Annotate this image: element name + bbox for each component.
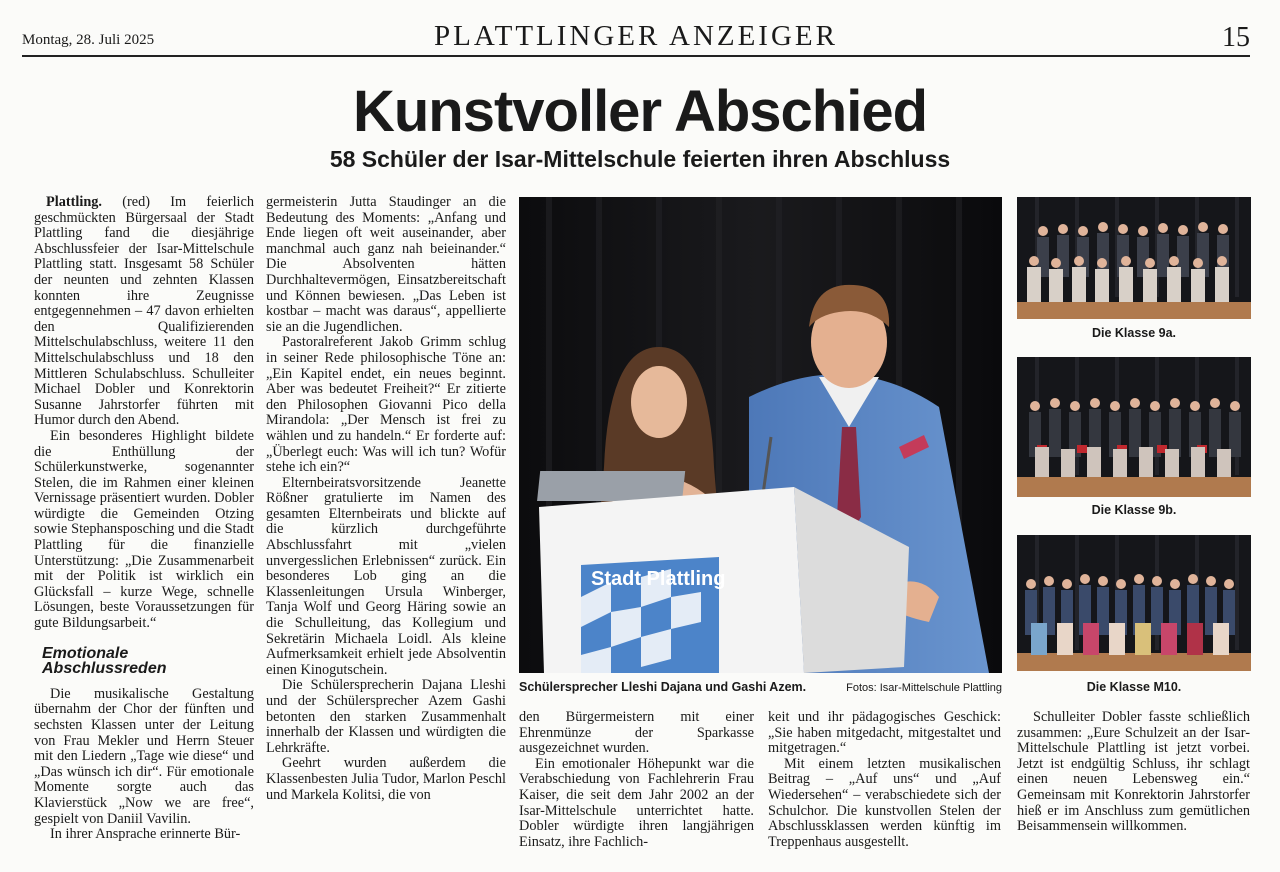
article-column-1 (34, 195, 254, 843)
dateline: Plattling. (46, 194, 102, 210)
article-column-2 (266, 195, 506, 803)
lectern-text: Stadt Plattling (591, 568, 726, 590)
paragraph: Die Schülersprecherin Dajana Lleshi und der Schülersprecher Azem Gashi betonten den starken Zusammenhalt innerhalb der Klassen und würdigten die Lehrkräfte. (266, 677, 506, 756)
class-photo-caption: Die Klasse 9a. (1091, 326, 1177, 340)
class-group-illustration (1017, 197, 1251, 319)
header-rule (22, 55, 1250, 57)
main-photo-caption: Schülersprecher Lleshi Dajana und Gashi Azem. (519, 680, 807, 694)
article-column-4 (768, 710, 1001, 850)
class-group-illustration (1017, 535, 1251, 671)
article-column-5 (1017, 710, 1250, 835)
main-photo (519, 197, 1002, 673)
paragraph: Elternbeiratsvorsitzende Jeanette Rößner gratulierte im Namen des gesamten Elternbeirats und blickte auf die kürzlich durchgeführte Abschlussfahrt mit „vielen unvergesslichen Erlebnissen“ zurück. Ein besonderes Lob ging an die Klassenleitungen Ursula Winberger, Tanja Wolf und Georg Häring sowie an die Schulleitung, das Kollegium und Sekretärin Michaela Loidl. Als kleine Aufmerksamkeit erhielt jede Absolventin einen Kinogutschein. (266, 474, 506, 678)
newspaper-name: PLATTLINGER ANZEIGER (434, 20, 838, 52)
class-photo-m10 (1017, 535, 1251, 671)
paragraph: Geehrt wurden außerdem die Klassenbesten Julia Tudor, Marlon Peschl und Markela Kolitsi, die von (266, 755, 506, 803)
class-photo-caption: Die Klasse M10. (1086, 680, 1182, 694)
section-subtitle: Emotionale Abschlussreden (42, 644, 167, 678)
paragraph-text: (red) Im feierlich geschmückten Bürgersaal der Stadt Plattling fand die diesjährige Abschlussfeier der Isar-Mittelschule Plattling statt. Insgesamt 58 Schüler der neunten und zehnten Klassen konnten ihre Zeugnisse entgegennehmen – 47 davon erhielten den Qualifizierenden Mittelschulabschluss, weitere 11 den Mittelschulabschluss und 18 den Mittleren Schulabschluss. Schulleiter Michael Dobler und Konrektorin Susanne Jahrstorfer führten mit Humor durch den Abend. (34, 194, 255, 429)
paragraph: Schulleiter Dobler fasste schließlich zusammen: „Eure Schulzeit an der Isar-Mittelschule Plattling ist jetzt vorbei. Jetzt ist endgültig Schluss, ihr schlagt einen neuen Lebensweg ein.“ Gemeinsam mit Konrektorin Jahrstorfer hieß er im Anschluss zum gemütlichen Beisammensein willkommen. (1017, 709, 1250, 835)
stage-speakers-illustration (519, 197, 1002, 673)
subheadline: 58 Schüler der Isar-Mittelschule feierten ihren Abschluss (329, 146, 951, 172)
paragraph: keit und ihr pädagogisches Geschick: „Sie haben mitgedacht, mitgestaltet und mitgetragen.“ (768, 709, 1001, 757)
class-photo-caption: Die Klasse 9b. (1091, 503, 1177, 517)
paragraph: Ein besonderes Highlight bildete die Enthüllung der Schülerkunstwerke, sogenannter Stelen, die im Rahmen einer kleinen Vernissage präsentiert wurden. Dobler würdigte die Gemeinden Otzing sowie Stephansposching und die Stadt Plattling für die finanzielle Unterstützung: „Die Zusammenarbeit mit der Politik ist wirklich ein Glücksfall – kurze Wege, schnelle Lösungen, beste Voraussetzungen für gute Bildungsarbeit.“ (34, 427, 254, 632)
paragraph: den Bürgermeistern mit einer Ehrenmünze der Sparkasse ausgezeichnet wurden. (519, 709, 754, 757)
page-number: 15 (1222, 22, 1250, 53)
paragraph: Pastoralreferent Jakob Grimm schlug in seiner Rede philosophische Töne an: „Ein Kapitel endet, ein neues beginnt. Aber was bedeutet Freiheit?“ Er zitierte den Philosophen Giovanni Pico della Mirandola: „Der Mensch ist frei zu wählen und zu handeln.“ Er forderte auf: „Überlegt euch: Was will ich tun? Wofür stehe ich ein?“ (266, 334, 506, 476)
paragraph (34, 195, 254, 429)
article-column-3 (519, 710, 754, 850)
paragraph: In ihrer Ansprache erinnerte Bür- (50, 826, 241, 843)
class-photo-9b (1017, 357, 1251, 497)
paragraph: Die musikalische Gestaltung übernahm der Chor der fünften und sechsten Klassen unter der Leitung von Frau Mekler und Herrn Steuer mit den Liedern „Tage wie diese“ und „Das wünsch ich dir“. Für emotionale Momente sorgte auch das Klavierstück „Now we are free“, gespielt von Daniil Vavilin. (34, 685, 254, 827)
page-header (22, 18, 1250, 58)
issue-date: Montag, 28. Juli 2025 (22, 32, 155, 48)
paragraph: Mit einem letzten musikalischen Beitrag – „Auf uns“ und „Auf Wiedersehen“ – verabschiedete sich der Schulchor. Die kunstvollen Stelen der Abschlussklassen werden künftig im Treppenhaus ausgestellt. (768, 755, 1001, 850)
paragraph: germeisterin Jutta Staudinger an die Bedeutung des Moments: „Anfang und Ende liegen oft weit auseinander, aber manchmal auch ganz nah beieinander.“ Die Absolventen hätten Durchhaltevermögen, Einsatzbereitschaft und Können bewiesen. „Das Leben ist kostbar – macht was daraus“, appellierte sie an die Jugendlichen. (266, 194, 506, 335)
class-photo-9a (1017, 197, 1251, 319)
photo-credit: Fotos: Isar-Mittelschule Plattling (846, 682, 1002, 694)
paragraph: Ein emotionaler Höhepunkt war die Verabschiedung von Fachlehrerin Frau Kaiser, die seit dem Jahr 2002 an der Isar-Mittelschule unterrichtet hatte. Dobler würdigte ihren langjährigen Einsatz, ihre Fachlich- (519, 755, 754, 850)
headline: Kunstvoller Abschied (352, 79, 928, 144)
class-group-illustration (1017, 357, 1251, 497)
